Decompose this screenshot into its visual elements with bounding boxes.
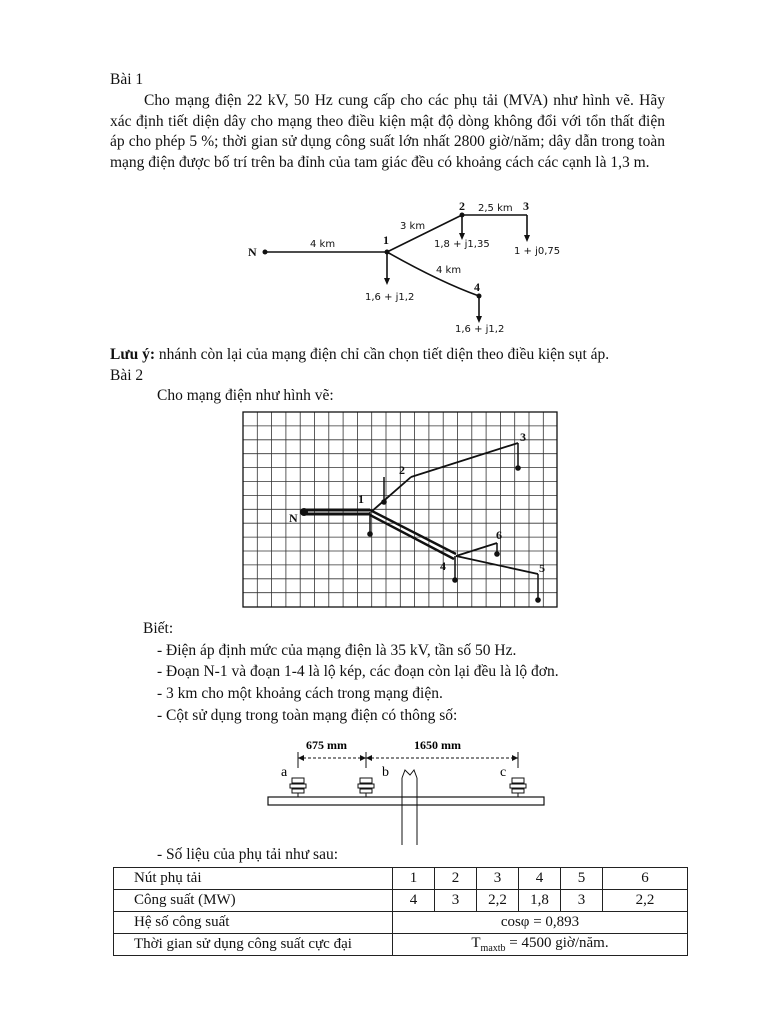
b1-seg-12: 3 km (400, 221, 426, 232)
bullet-1: - Điện áp định mức của mạng điện là 35 kV, tần số 50 Hz. (157, 642, 517, 659)
table-row (114, 912, 688, 934)
b1-load-2: 1,8 + j1,35 (434, 239, 490, 250)
cell-node-6: 6 (603, 868, 688, 890)
phase-a: a (281, 765, 288, 780)
bullet-3: - 3 km cho một khoảng cách trong mạng điện. (157, 685, 443, 702)
insulator-a (290, 778, 306, 797)
b1-load-1: 1,6 + j1,2 (365, 292, 415, 303)
bai1-paragraph: Cho mạng điện 22 kV, 50 Hz cung cấp cho các phụ tải (MVA) như hình vẽ. Hãy xác định tiết diện dây cho mạng theo điều kiện mật độ dòng không đổi với tổn thất điện áp cho phép 5 %; thời gian sử dụng công suất lớn nhất 2800 giờ/năm; dây dẫn trong toàn mạng điện được bố trí trên ba đỉnh của tam giác đều có khoảng cách các cạnh là 1,3 m. (110, 92, 665, 171)
dim-right: 1650 mm (414, 738, 461, 752)
cell-node-4: 4 (519, 868, 561, 890)
insulator-b (358, 778, 374, 797)
table-row (114, 868, 688, 890)
b1-load-4: 1,6 + j1,2 (455, 324, 505, 335)
bai2-title: Bài 2 (110, 367, 144, 384)
phase-b: b (382, 765, 389, 780)
b1-node-3: 3 (523, 199, 529, 213)
b1-seg-n1: 4 km (310, 239, 336, 250)
known-label: Biết: (143, 620, 174, 637)
b1-load-3: 1 + j0,75 (514, 246, 561, 257)
cell-power-6: 2,2 (603, 890, 688, 912)
cell-pf-value: cosφ = 0,893 (393, 912, 688, 934)
cell-tmax-value (393, 934, 688, 956)
table-row (114, 890, 688, 912)
b2-node-4: 4 (440, 559, 446, 573)
table-intro: - Số liệu của phụ tải như sau: (157, 846, 339, 863)
b2-node-3: 3 (520, 430, 526, 444)
cell-node-1: 1 (393, 868, 435, 890)
tmax-t: T (471, 935, 481, 951)
b1-seg-14: 4 km (436, 265, 462, 276)
b2-node-2: 2 (399, 463, 405, 477)
tmax-suffix: = 4500 giờ/năm. (505, 935, 609, 951)
cell-power-4: 1,8 (519, 890, 561, 912)
cell-power-3: 2,2 (477, 890, 519, 912)
b1-node-1: 1 (383, 233, 389, 247)
phase-c: c (500, 765, 507, 780)
load-data-table (113, 867, 688, 956)
note-bold: Lưu ý: (110, 346, 156, 363)
bullet-2: - Đoạn N-1 và đoạn 1-4 là lộ kép, các đoạn còn lại đều là lộ đơn. (157, 663, 559, 680)
row-label-tmax: Thời gian sử dụng công suất cực đại (114, 934, 393, 956)
b1-node-n: N (248, 245, 257, 259)
cell-node-2: 2 (435, 868, 477, 890)
note-text: nhánh còn lại của mạng điện chỉ cần chọn tiết diện theo điều kiện sụt áp. (155, 346, 610, 363)
cell-power-5: 3 (561, 890, 603, 912)
tmax-sub: maxtb (480, 943, 506, 954)
b1-node-4: 4 (474, 280, 480, 294)
cell-power-2: 3 (435, 890, 477, 912)
bullet-4: - Cột sử dụng trong toàn mạng điện có thông số: (157, 707, 458, 724)
bai2-intro: Cho mạng điện như hình vẽ: (157, 387, 334, 404)
b2-node-5: 5 (539, 561, 545, 575)
cell-node-5: 5 (561, 868, 603, 890)
b2-node-1: 1 (358, 492, 364, 506)
cell-power-1: 4 (393, 890, 435, 912)
dim-left: 675 mm (306, 738, 347, 752)
cell-node-3: 3 (477, 868, 519, 890)
bai1-title: Bài 1 (110, 71, 144, 88)
row-label-nodes: Nút phụ tải (114, 868, 393, 890)
b1-node-2: 2 (459, 199, 465, 213)
insulator-c (510, 778, 526, 797)
b1-seg-23: 2,5 km (478, 203, 513, 214)
b2-node-n: N (289, 511, 298, 525)
b2-node-6: 6 (496, 528, 502, 542)
row-label-pf: Hệ số công suất (114, 912, 393, 934)
table-row (114, 934, 688, 956)
row-label-power: Công suất (MW) (114, 890, 393, 912)
